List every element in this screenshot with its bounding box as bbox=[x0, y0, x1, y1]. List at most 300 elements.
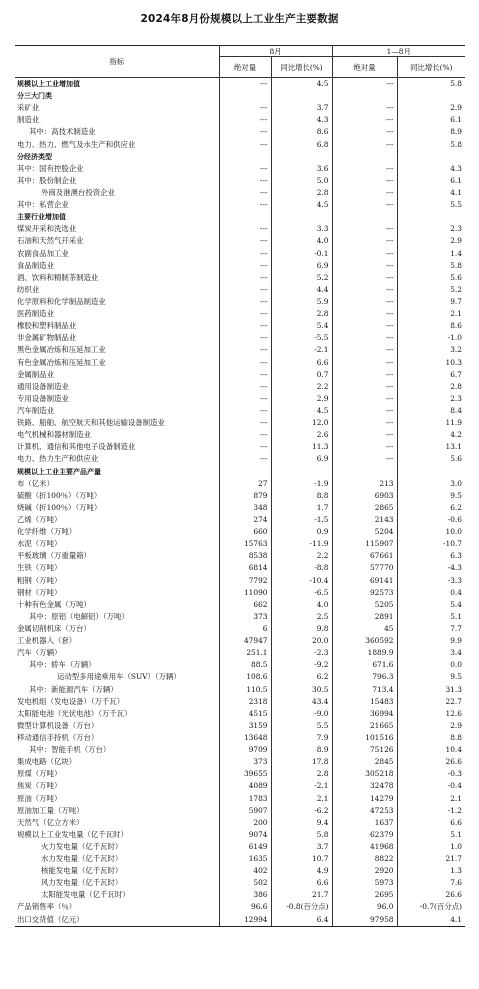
value-aug-abs: 12994 bbox=[219, 914, 271, 927]
value-ytd-abs: 96.0 bbox=[332, 901, 397, 913]
value-aug-abs: 402 bbox=[219, 865, 271, 877]
row-label: 出口交货值（亿元） bbox=[15, 914, 219, 927]
value-ytd-abs: 92573 bbox=[332, 587, 397, 599]
value-ytd-yoy: 2.9 bbox=[397, 235, 465, 247]
value-aug-abs: 110.5 bbox=[219, 683, 271, 695]
row-label: 太阳能发电量（亿千瓦时） bbox=[41, 890, 130, 900]
value-aug-abs: --- bbox=[219, 114, 271, 126]
value-aug-abs: 11090 bbox=[219, 587, 271, 599]
value-aug-abs: 348 bbox=[219, 502, 271, 514]
value-ytd-yoy: 6.1 bbox=[397, 175, 465, 187]
value-aug-abs: --- bbox=[219, 369, 271, 381]
table-row bbox=[15, 526, 465, 538]
value-ytd-yoy: 31.3 bbox=[397, 683, 465, 695]
table-row bbox=[15, 877, 465, 889]
value-aug-abs bbox=[219, 151, 271, 163]
value-ytd-yoy: 21.7 bbox=[397, 853, 465, 865]
row-label: 原油（万吨） bbox=[17, 793, 62, 803]
value-ytd-yoy: 5.4 bbox=[397, 599, 465, 611]
value-ytd-abs: --- bbox=[332, 260, 397, 272]
value-aug-yoy: -5.5 bbox=[271, 332, 332, 344]
value-aug-yoy bbox=[271, 90, 332, 102]
row-label: 天然气（亿立方米） bbox=[17, 817, 84, 827]
value-aug-abs: 660 bbox=[219, 526, 271, 538]
value-aug-yoy: 12.0 bbox=[271, 417, 332, 429]
row-label: 分三大门类 bbox=[17, 92, 52, 101]
value-ytd-abs: --- bbox=[332, 381, 397, 393]
value-aug-yoy: 5.8 bbox=[271, 829, 332, 841]
row-label: 风力发电量（亿千瓦时） bbox=[41, 878, 123, 888]
table-row bbox=[15, 623, 465, 635]
value-ytd-abs: 213 bbox=[332, 478, 397, 490]
row-label: 电力、热力生产和供应业 bbox=[17, 454, 99, 464]
period-header-jan-aug: 1—8月 bbox=[332, 46, 465, 57]
row-label: 农副食品加工业 bbox=[17, 248, 69, 258]
value-aug-yoy: 5.2 bbox=[271, 272, 332, 284]
value-aug-yoy: 2.9 bbox=[271, 393, 332, 405]
table-row bbox=[15, 744, 465, 756]
value-ytd-yoy: 4.1 bbox=[397, 187, 465, 199]
row-label: 其中：轿车（万辆） bbox=[29, 660, 96, 670]
table-row bbox=[15, 211, 465, 223]
table-row bbox=[15, 780, 465, 792]
table-row bbox=[15, 587, 465, 599]
table-row bbox=[15, 332, 465, 344]
table-row bbox=[15, 550, 465, 562]
row-label: 发电机组（发电设备）（万千瓦） bbox=[17, 696, 125, 706]
table-row bbox=[15, 792, 465, 804]
value-aug-yoy: 2.2 bbox=[271, 550, 332, 562]
row-label: 铁路、船舶、航空航天和其他运输设备制造业 bbox=[17, 418, 165, 428]
value-ytd-abs: 2891 bbox=[332, 611, 397, 623]
row-label: 食品制造业 bbox=[17, 260, 54, 270]
table-row bbox=[15, 708, 465, 720]
table-row bbox=[15, 732, 465, 744]
value-aug-yoy: 6.2 bbox=[271, 671, 332, 683]
table-row bbox=[15, 914, 465, 927]
value-aug-yoy: 8.8 bbox=[271, 490, 332, 502]
value-ytd-abs: 69141 bbox=[332, 574, 397, 586]
value-aug-abs: 7792 bbox=[219, 574, 271, 586]
value-aug-abs: 6149 bbox=[219, 841, 271, 853]
value-aug-abs bbox=[219, 90, 271, 102]
value-ytd-abs: --- bbox=[332, 357, 397, 369]
value-ytd-abs: 2845 bbox=[332, 756, 397, 768]
table-row bbox=[15, 574, 465, 586]
page-title: 2024年8月份规模以上工业生产主要数据 bbox=[140, 13, 339, 25]
row-label: 其中：国有控股企业 bbox=[17, 163, 84, 173]
value-ytd-abs: 32478 bbox=[332, 780, 397, 792]
value-aug-yoy: 4.3 bbox=[271, 114, 332, 126]
value-ytd-yoy: 10.4 bbox=[397, 744, 465, 756]
value-aug-abs: 3159 bbox=[219, 720, 271, 732]
value-aug-abs: 8538 bbox=[219, 550, 271, 562]
value-aug-yoy: 8.9 bbox=[271, 744, 332, 756]
row-label: 移动通信手持机（万台） bbox=[17, 732, 99, 742]
value-ytd-yoy bbox=[397, 90, 465, 102]
row-label: 原煤（万吨） bbox=[17, 769, 62, 779]
value-ytd-yoy: 5.8 bbox=[397, 78, 465, 91]
value-aug-abs: 2318 bbox=[219, 696, 271, 708]
value-aug-abs: 662 bbox=[219, 599, 271, 611]
table-row bbox=[15, 453, 465, 465]
value-ytd-abs: 45 bbox=[332, 623, 397, 635]
value-ytd-abs: 8822 bbox=[332, 853, 397, 865]
value-aug-abs: 1635 bbox=[219, 853, 271, 865]
value-aug-abs: --- bbox=[219, 332, 271, 344]
table-row bbox=[15, 296, 465, 308]
value-ytd-yoy: -10.7 bbox=[397, 538, 465, 550]
value-aug-abs: 9074 bbox=[219, 829, 271, 841]
row-label: 集成电路（亿块） bbox=[17, 757, 77, 767]
value-aug-yoy: -9.0 bbox=[271, 708, 332, 720]
value-aug-abs: --- bbox=[219, 320, 271, 332]
value-aug-yoy: 6.8 bbox=[271, 139, 332, 151]
value-ytd-abs: 2865 bbox=[332, 502, 397, 514]
table-row bbox=[15, 538, 465, 550]
table-row bbox=[15, 647, 465, 659]
table-row bbox=[15, 841, 465, 853]
value-ytd-yoy: 4.2 bbox=[397, 429, 465, 441]
value-aug-yoy: 4.5 bbox=[271, 78, 332, 91]
value-aug-yoy: -1.5 bbox=[271, 514, 332, 526]
row-label: 其中：原铝（电解铝）（万吨） bbox=[29, 611, 129, 621]
row-label: 规模以上工业增加值 bbox=[17, 80, 80, 89]
table-row bbox=[15, 90, 465, 102]
value-ytd-yoy: -1.0 bbox=[397, 332, 465, 344]
row-label: 汽车（万辆） bbox=[17, 648, 62, 658]
row-label: 核能发电量（亿千瓦时） bbox=[41, 866, 123, 876]
value-aug-yoy: 10.7 bbox=[271, 853, 332, 865]
table-row bbox=[15, 696, 465, 708]
table-row bbox=[15, 199, 465, 211]
value-ytd-abs: --- bbox=[332, 235, 397, 247]
value-aug-yoy bbox=[271, 466, 332, 478]
value-ytd-yoy: 7.6 bbox=[397, 877, 465, 889]
value-aug-abs: --- bbox=[219, 405, 271, 417]
value-ytd-yoy: -0.4 bbox=[397, 780, 465, 792]
value-aug-yoy: 2.8 bbox=[271, 768, 332, 780]
row-label: 微型计算机设备（万台） bbox=[17, 720, 99, 730]
value-aug-abs: --- bbox=[219, 272, 271, 284]
value-ytd-abs: 36994 bbox=[332, 708, 397, 720]
row-label: 酒、饮料和精制茶制造业 bbox=[17, 272, 99, 282]
value-ytd-yoy: 8.6 bbox=[397, 320, 465, 332]
table-row bbox=[15, 562, 465, 574]
table-row bbox=[15, 853, 465, 865]
row-label: 硫酸（折100％）（万吨） bbox=[17, 490, 102, 500]
value-ytd-yoy: 8.4 bbox=[397, 405, 465, 417]
value-aug-abs: --- bbox=[219, 102, 271, 114]
value-ytd-abs: --- bbox=[332, 369, 397, 381]
value-ytd-yoy: 9.9 bbox=[397, 635, 465, 647]
value-aug-abs: --- bbox=[219, 78, 271, 91]
value-ytd-abs: --- bbox=[332, 393, 397, 405]
row-label: 产品销售率（％） bbox=[17, 902, 77, 912]
table-row bbox=[15, 429, 465, 441]
value-aug-abs: --- bbox=[219, 187, 271, 199]
value-ytd-abs: --- bbox=[332, 223, 397, 235]
table-row bbox=[15, 163, 465, 175]
value-aug-abs: --- bbox=[219, 417, 271, 429]
value-ytd-yoy: 3.0 bbox=[397, 478, 465, 490]
value-ytd-yoy: 2.3 bbox=[397, 223, 465, 235]
table-row bbox=[15, 829, 465, 841]
row-label: 工业机器人（套） bbox=[17, 636, 77, 646]
value-aug-yoy: 3.6 bbox=[271, 163, 332, 175]
value-aug-abs: --- bbox=[219, 235, 271, 247]
table-row bbox=[15, 393, 465, 405]
row-label: 运动型多用途乘用车（SUV）（万辆） bbox=[57, 672, 181, 682]
value-aug-yoy: 2.6 bbox=[271, 429, 332, 441]
value-ytd-yoy: 5.8 bbox=[397, 260, 465, 272]
value-aug-yoy: 21.7 bbox=[271, 889, 332, 901]
value-aug-yoy: -2.3 bbox=[271, 647, 332, 659]
value-ytd-abs: --- bbox=[332, 126, 397, 138]
row-label: 其中：高技术制造业 bbox=[29, 127, 96, 137]
value-ytd-yoy: 1.4 bbox=[397, 248, 465, 260]
value-ytd-yoy: 5.5 bbox=[397, 199, 465, 211]
value-aug-yoy: 2.8 bbox=[271, 308, 332, 320]
table-row bbox=[15, 599, 465, 611]
value-aug-yoy: -6.2 bbox=[271, 805, 332, 817]
value-aug-yoy: 3.3 bbox=[271, 223, 332, 235]
row-label: 通用设备制造业 bbox=[17, 381, 69, 391]
value-ytd-yoy bbox=[397, 151, 465, 163]
value-aug-abs: --- bbox=[219, 429, 271, 441]
table-row bbox=[15, 381, 465, 393]
table-row bbox=[15, 369, 465, 381]
table-row bbox=[15, 865, 465, 877]
value-ytd-abs: 115907 bbox=[332, 538, 397, 550]
row-label: 汽车制造业 bbox=[17, 406, 54, 415]
value-ytd-abs: --- bbox=[332, 139, 397, 151]
value-ytd-abs: --- bbox=[332, 405, 397, 417]
value-ytd-abs: 21665 bbox=[332, 720, 397, 732]
table-row bbox=[15, 223, 465, 235]
table-row bbox=[15, 248, 465, 260]
value-aug-abs: 88.5 bbox=[219, 659, 271, 671]
table-row bbox=[15, 187, 465, 199]
row-label: 化学纤维（万吨） bbox=[17, 527, 77, 537]
value-aug-yoy: 1.7 bbox=[271, 502, 332, 514]
value-ytd-abs: 2143 bbox=[332, 514, 397, 526]
value-ytd-abs: --- bbox=[332, 248, 397, 260]
value-ytd-abs: --- bbox=[332, 453, 397, 465]
value-aug-yoy: 9.8 bbox=[271, 623, 332, 635]
value-ytd-abs: --- bbox=[332, 187, 397, 199]
value-aug-abs: 13648 bbox=[219, 732, 271, 744]
value-ytd-yoy: -1.2 bbox=[397, 805, 465, 817]
table-row bbox=[15, 320, 465, 332]
value-aug-yoy: 6.6 bbox=[271, 357, 332, 369]
row-label: 乙烯（万吨） bbox=[17, 514, 62, 524]
value-aug-yoy: 2.5 bbox=[271, 611, 332, 623]
value-aug-yoy: 3.7 bbox=[271, 841, 332, 853]
value-aug-yoy: -2.1 bbox=[271, 780, 332, 792]
value-aug-abs bbox=[219, 466, 271, 478]
value-aug-abs: --- bbox=[219, 223, 271, 235]
value-ytd-yoy: 2.1 bbox=[397, 308, 465, 320]
value-ytd-abs: --- bbox=[332, 296, 397, 308]
value-ytd-yoy: 6.1 bbox=[397, 114, 465, 126]
row-label: 专用设备制造业 bbox=[17, 393, 69, 403]
value-aug-abs: 4515 bbox=[219, 708, 271, 720]
table-row bbox=[15, 308, 465, 320]
value-ytd-abs: --- bbox=[332, 417, 397, 429]
row-label: 生铁（万吨） bbox=[17, 563, 62, 573]
table-row bbox=[15, 683, 465, 695]
value-aug-abs: 200 bbox=[219, 817, 271, 829]
value-ytd-yoy: 1.0 bbox=[397, 841, 465, 853]
value-ytd-abs: --- bbox=[332, 308, 397, 320]
value-aug-yoy: 4.9 bbox=[271, 865, 332, 877]
table-row bbox=[15, 78, 465, 91]
value-ytd-yoy: 10.0 bbox=[397, 526, 465, 538]
value-ytd-yoy: 2.9 bbox=[397, 720, 465, 732]
value-aug-abs: --- bbox=[219, 381, 271, 393]
value-aug-yoy: 4.0 bbox=[271, 599, 332, 611]
value-ytd-yoy: 22.7 bbox=[397, 696, 465, 708]
value-aug-abs: --- bbox=[219, 199, 271, 211]
value-aug-abs: --- bbox=[219, 139, 271, 151]
value-ytd-yoy: 2.1 bbox=[397, 792, 465, 804]
value-ytd-abs: 2695 bbox=[332, 889, 397, 901]
value-aug-abs: --- bbox=[219, 357, 271, 369]
row-label: 水泥（万吨） bbox=[17, 539, 62, 549]
value-ytd-abs: 14279 bbox=[332, 792, 397, 804]
value-ytd-yoy: 5.1 bbox=[397, 829, 465, 841]
value-aug-abs: --- bbox=[219, 308, 271, 320]
value-ytd-yoy: 5.2 bbox=[397, 284, 465, 296]
row-label: 有色金属冶炼和压延加工业 bbox=[17, 357, 106, 367]
table-row bbox=[15, 611, 465, 623]
value-aug-yoy: -0.8(百分点) bbox=[271, 901, 332, 913]
value-aug-abs: 5907 bbox=[219, 805, 271, 817]
value-ytd-yoy: -4.3 bbox=[397, 562, 465, 574]
period-header-august: 8月 bbox=[219, 46, 332, 57]
value-ytd-abs: 62379 bbox=[332, 829, 397, 841]
table-row bbox=[15, 671, 465, 683]
table-row bbox=[15, 889, 465, 901]
row-label: 其中：私营企业 bbox=[17, 200, 69, 210]
value-ytd-abs: --- bbox=[332, 102, 397, 114]
value-ytd-yoy: 0.0 bbox=[397, 659, 465, 671]
value-aug-abs: 251.1 bbox=[219, 647, 271, 659]
table-row bbox=[15, 756, 465, 768]
row-label: 计算机、通信和其他电子设备制造业 bbox=[17, 442, 136, 452]
value-aug-yoy: 7.9 bbox=[271, 732, 332, 744]
row-label: 化学原料和化学制品制造业 bbox=[17, 297, 106, 307]
value-ytd-abs: 101516 bbox=[332, 732, 397, 744]
row-label: 主要行业增加值 bbox=[17, 213, 66, 222]
value-aug-abs: --- bbox=[219, 344, 271, 356]
row-label: 原油加工量（万吨） bbox=[17, 805, 84, 815]
value-ytd-yoy: 1.3 bbox=[397, 865, 465, 877]
row-label: 其中：智能手机（万台） bbox=[29, 745, 111, 755]
value-ytd-abs: 796.3 bbox=[332, 671, 397, 683]
value-aug-yoy: -0.1 bbox=[271, 248, 332, 260]
value-ytd-yoy: 6.7 bbox=[397, 369, 465, 381]
value-aug-yoy: 20.0 bbox=[271, 635, 332, 647]
value-ytd-abs: --- bbox=[332, 332, 397, 344]
table-row bbox=[15, 102, 465, 114]
indicator-header: 指标 bbox=[15, 46, 219, 78]
value-aug-yoy bbox=[271, 151, 332, 163]
value-aug-yoy: 0.9 bbox=[271, 526, 332, 538]
value-ytd-abs: --- bbox=[332, 199, 397, 211]
value-ytd-abs: 5205 bbox=[332, 599, 397, 611]
row-label: 电力、热力、燃气及水生产和供应业 bbox=[17, 139, 136, 149]
value-aug-abs: 6 bbox=[219, 623, 271, 635]
value-aug-abs: --- bbox=[219, 296, 271, 308]
value-ytd-yoy: -0.3 bbox=[397, 768, 465, 780]
value-aug-yoy: 3.7 bbox=[271, 102, 332, 114]
value-aug-abs: --- bbox=[219, 441, 271, 453]
value-aug-abs: 386 bbox=[219, 889, 271, 901]
value-aug-abs: --- bbox=[219, 248, 271, 260]
value-aug-yoy: -1.9 bbox=[271, 478, 332, 490]
value-ytd-abs: 1889.9 bbox=[332, 647, 397, 659]
value-ytd-abs: --- bbox=[332, 284, 397, 296]
row-label: 采矿业 bbox=[17, 103, 40, 113]
row-label: 其中：股份制企业 bbox=[17, 175, 77, 185]
value-ytd-abs: 57770 bbox=[332, 562, 397, 574]
value-aug-yoy bbox=[271, 211, 332, 223]
value-aug-abs: 108.6 bbox=[219, 671, 271, 683]
row-label: 电气机械和器材制造业 bbox=[17, 430, 91, 440]
value-aug-abs: 502 bbox=[219, 877, 271, 889]
table-row bbox=[15, 901, 465, 913]
row-label: 其中：新能源汽车（万辆） bbox=[29, 684, 118, 694]
row-label: 焦炭（万吨） bbox=[17, 781, 62, 791]
value-ytd-abs: 6903 bbox=[332, 490, 397, 502]
table-row bbox=[15, 514, 465, 526]
row-label: 纺织业 bbox=[17, 284, 40, 294]
value-aug-yoy: 2.2 bbox=[271, 381, 332, 393]
row-label: 医药制造业 bbox=[17, 309, 54, 319]
value-aug-abs: --- bbox=[219, 163, 271, 175]
table-body bbox=[15, 78, 465, 927]
table-row bbox=[15, 502, 465, 514]
value-ytd-abs bbox=[332, 151, 397, 163]
value-ytd-abs: 75126 bbox=[332, 744, 397, 756]
value-ytd-yoy: 6.3 bbox=[397, 550, 465, 562]
row-label: 布（亿米） bbox=[17, 478, 54, 488]
value-aug-yoy: 30.5 bbox=[271, 683, 332, 695]
value-ytd-yoy: 3.4 bbox=[397, 647, 465, 659]
row-label: 橡胶和塑料制品业 bbox=[17, 321, 77, 331]
row-label: 外商及港澳台投资企业 bbox=[41, 188, 115, 198]
value-aug-abs: 879 bbox=[219, 490, 271, 502]
table-row bbox=[15, 260, 465, 272]
value-ytd-yoy: 5.1 bbox=[397, 611, 465, 623]
row-label: 平板玻璃（万重量箱） bbox=[17, 551, 91, 561]
table-row bbox=[15, 768, 465, 780]
table-row bbox=[15, 417, 465, 429]
row-label: 钢材（万吨） bbox=[17, 587, 62, 597]
value-ytd-abs: 41968 bbox=[332, 841, 397, 853]
value-aug-yoy: 6.9 bbox=[271, 453, 332, 465]
value-ytd-yoy: 26.6 bbox=[397, 756, 465, 768]
value-ytd-abs: 305218 bbox=[332, 768, 397, 780]
value-aug-abs: 1783 bbox=[219, 792, 271, 804]
row-label: 金属切削机床（万台） bbox=[17, 623, 91, 633]
table-row bbox=[15, 357, 465, 369]
row-label: 煤炭开采和洗选业 bbox=[17, 224, 77, 234]
value-aug-abs: 6814 bbox=[219, 562, 271, 574]
value-aug-yoy: 2.1 bbox=[271, 792, 332, 804]
